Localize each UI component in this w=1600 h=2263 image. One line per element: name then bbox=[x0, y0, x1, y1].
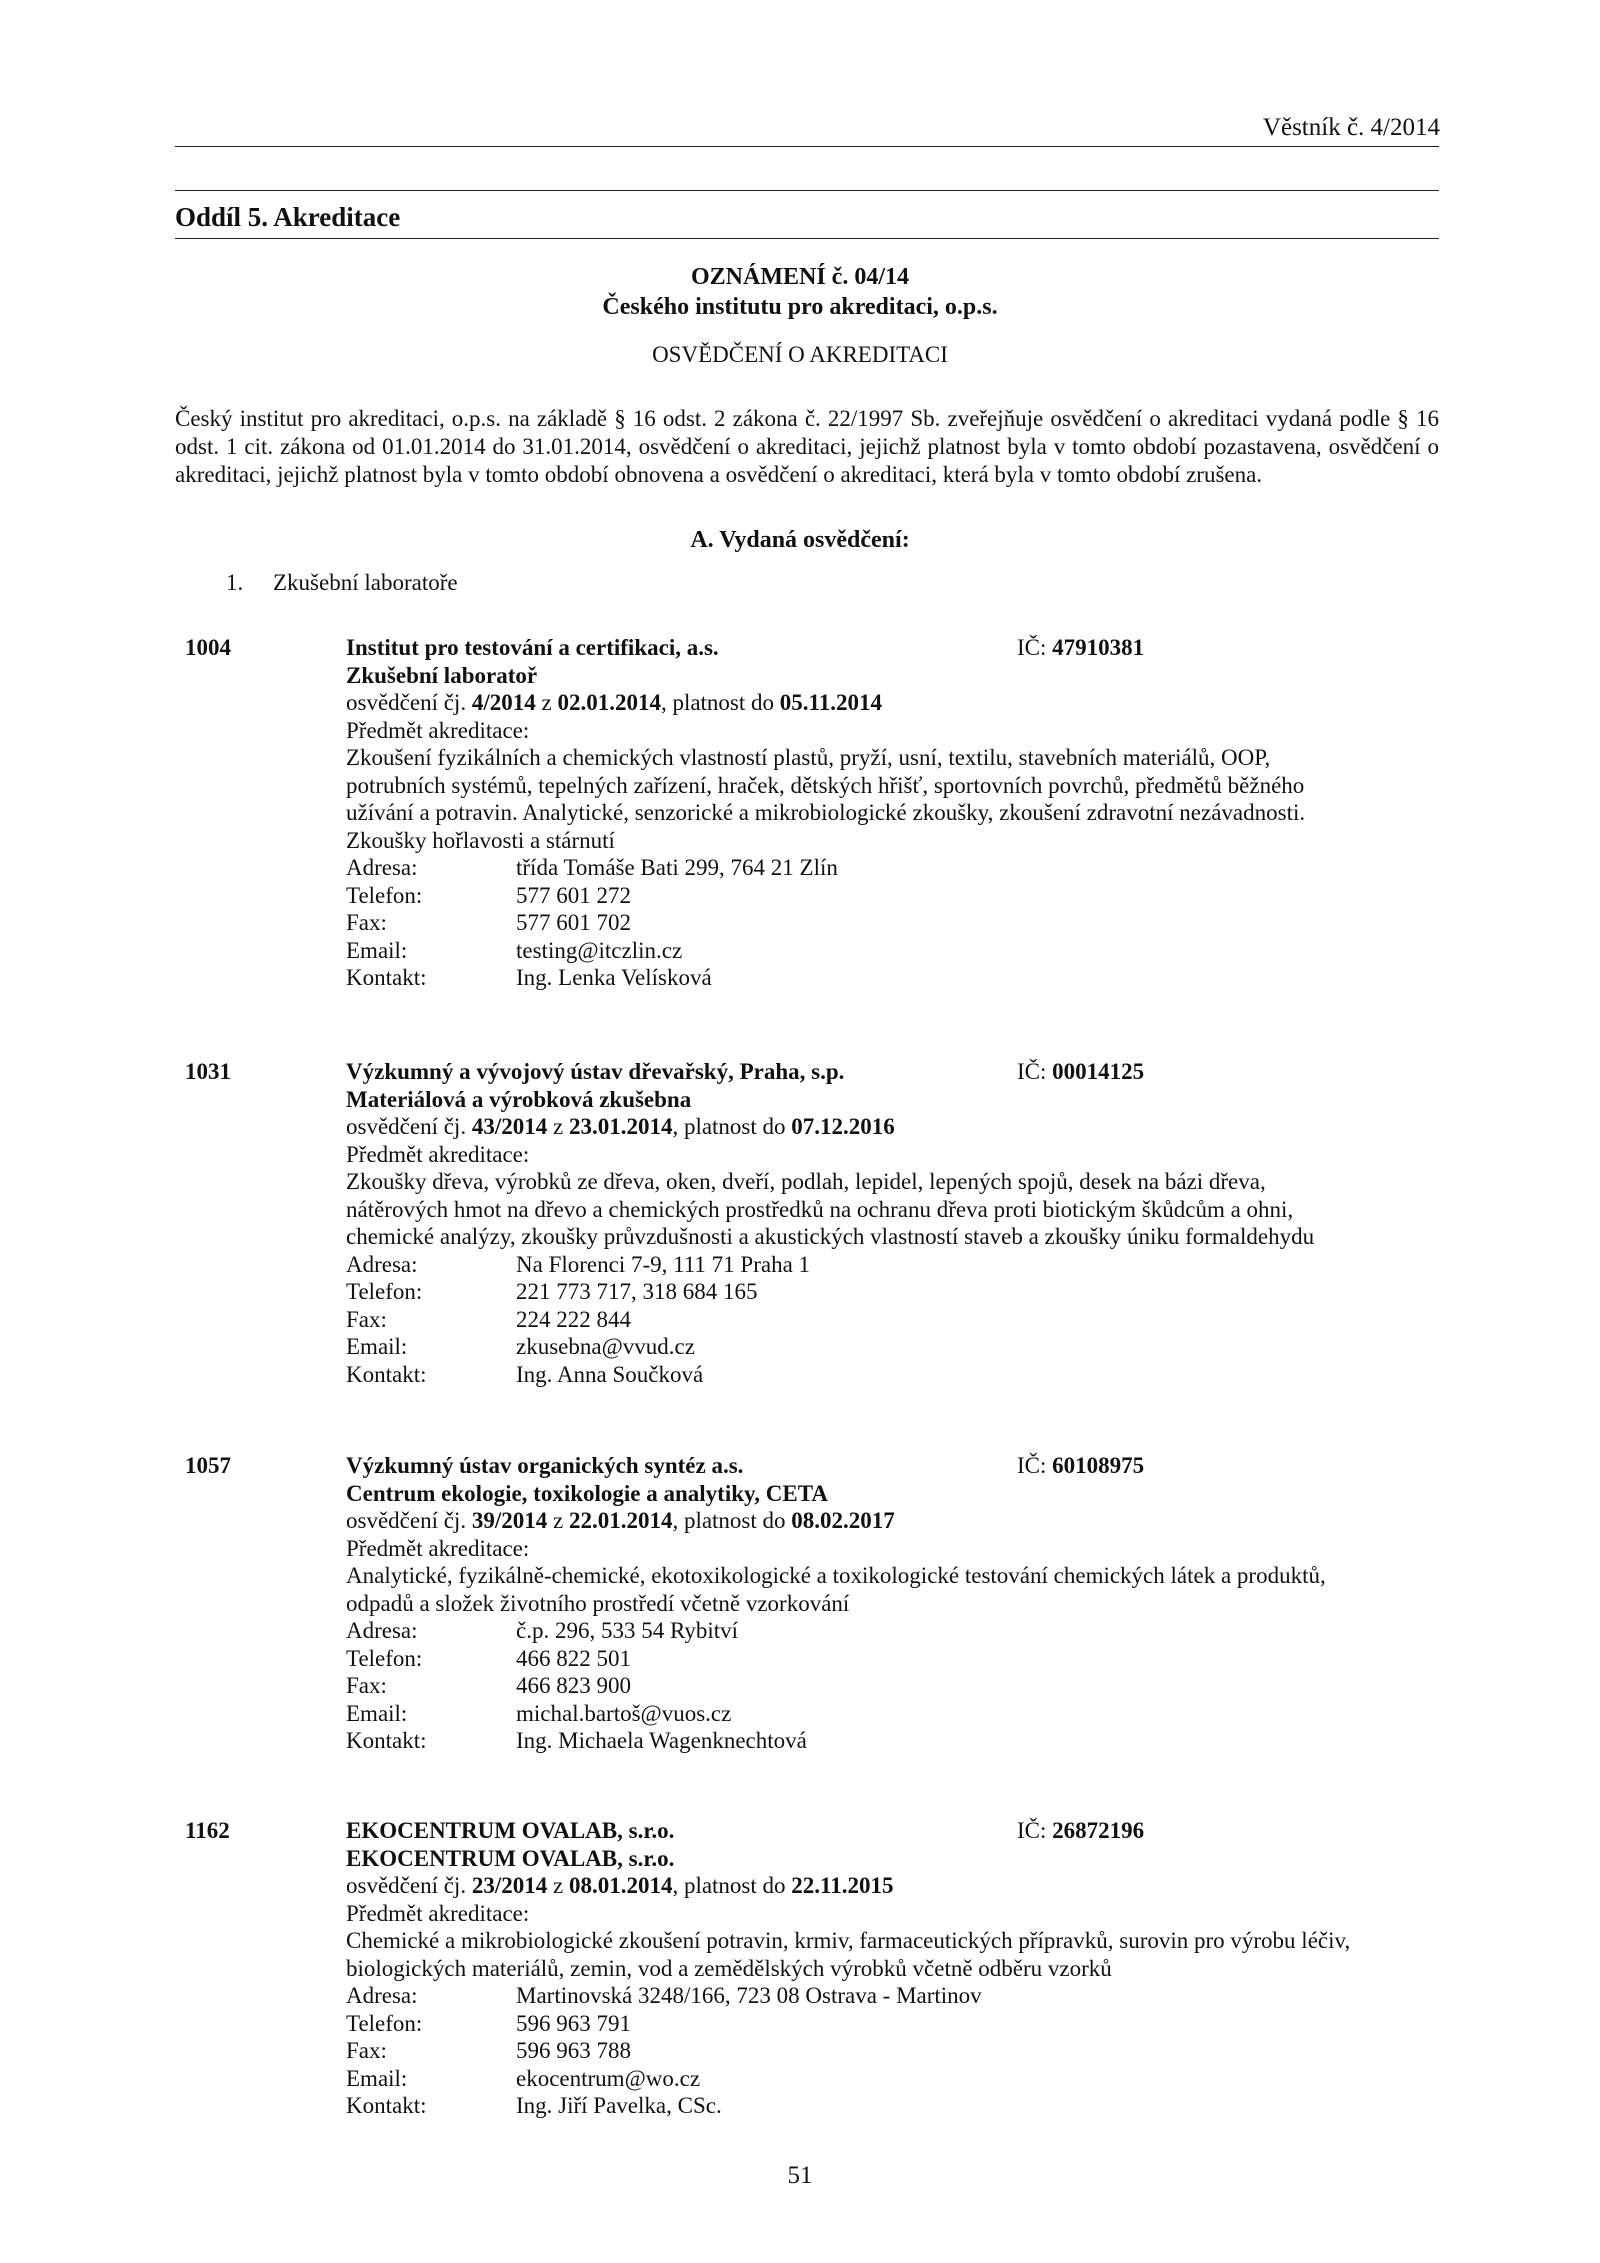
entry-code: 1057 bbox=[185, 1453, 231, 1478]
subject-line: Chemické a mikrobiologické zkoušení potravin, krmiv, farmaceutických přípravků, surovin pro výrobu léčiv, bbox=[346, 1928, 1351, 1953]
entry-code: 1162 bbox=[185, 1818, 230, 1843]
subject-line: potrubních systémů, tepelných zařízení, hraček, dětských hřišť, sportovních povrchů, předmětů běžného bbox=[346, 772, 1305, 798]
subject-text bbox=[346, 1562, 1426, 1617]
subject-line: užívání a potravin. Analytické, senzorické a mikrobiologické zkoušky, zkoušení zdravotní nezávadnosti. bbox=[346, 800, 1306, 825]
fax-row: Fax: 577 601 702 bbox=[346, 910, 631, 935]
notice-subtitle: OSVĚDČENÍ O AKREDITACI bbox=[652, 342, 948, 367]
notice-title: OZNÁMENÍ č. 04/14 bbox=[691, 264, 909, 290]
fax-row: Fax: 466 823 900 bbox=[346, 1673, 631, 1698]
subject-text bbox=[346, 1927, 1426, 1982]
fax-row: Fax: 596 963 788 bbox=[346, 2038, 631, 2063]
entry-body bbox=[346, 1452, 1426, 1755]
certificate-line: osvědčení čj. 23/2014 z 08.01.2014, platnost do 22.11.2015 bbox=[346, 1873, 894, 1898]
subject-label: Předmět akreditace: bbox=[346, 1535, 530, 1561]
contact-row: Kontakt: Ing. Michaela Wagenknechtová bbox=[346, 1728, 807, 1753]
fax-row: Fax: 224 222 844 bbox=[346, 1306, 631, 1332]
section-title: Oddíl 5. Akreditace bbox=[175, 202, 401, 232]
phone-row: Telefon: 596 963 791 bbox=[346, 2010, 631, 2036]
subject-text bbox=[346, 744, 1426, 854]
organization-name: EKOCENTRUM OVALAB, s.r.o. bbox=[346, 1818, 675, 1843]
subject-text bbox=[346, 1168, 1426, 1251]
email-row: Email: zkusebna@vvud.cz bbox=[346, 1334, 695, 1359]
category-number: 1. bbox=[226, 570, 244, 595]
section-rule-top bbox=[175, 190, 1439, 191]
phone-row: Telefon: 221 773 717, 318 684 165 bbox=[346, 1279, 758, 1304]
address-row: Adresa: č.p. 296, 533 54 Rybitví bbox=[346, 1618, 739, 1643]
notice-intro: Český institut pro akreditaci, o.p.s. na základě § 16 odst. 2 zákona č. 22/1997 Sb. zveřejňuje osvědčení o akreditaci vydaná podle § 16 odst. 1 cit. zákona od 01.01.2014 do 31.01.2014, osvědčení o akreditaci, jejichž platnost byla v tomto období pozastavena, osvědčení o akreditaci, jejichž platnost byla v tomto období obnovena a osvědčení o akreditaci, která byla v tomto období zrušena. bbox=[175, 406, 1439, 487]
contact-row: Kontakt: Ing. Anna Součková bbox=[346, 1361, 704, 1387]
email-row: Email: michal.bartoš@vuos.cz bbox=[346, 1700, 732, 1726]
page-number: 51 bbox=[787, 2162, 813, 2189]
entry-body bbox=[346, 1817, 1426, 2120]
header-rule bbox=[175, 146, 1439, 147]
entry-code: 1031 bbox=[185, 1059, 231, 1084]
entry-ico: IČ: 60108975 bbox=[1017, 1453, 1145, 1478]
email-row: Email: testing@itczlin.cz bbox=[346, 937, 683, 963]
contact-row: Kontakt: Ing. Jiří Pavelka, CSc. bbox=[346, 2093, 722, 2118]
contact-row: Kontakt: Ing. Lenka Velísková bbox=[346, 965, 712, 990]
subject-label: Předmět akreditace: bbox=[346, 1900, 530, 1926]
entry-ico: IČ: 47910381 bbox=[1017, 635, 1145, 660]
subject-line: Zkoušení fyzikálních a chemických vlastností plastů, pryží, usní, textilu, stavebních materiálů, OOP, bbox=[346, 745, 1271, 770]
subject-line: chemické analýzy, zkoušky průvzdušnosti a akustických vlastností staveb a zkoušky úniku formaldehydu bbox=[346, 1224, 1315, 1249]
organization-name: Výzkumný ústav organických syntéz a.s. bbox=[346, 1453, 744, 1478]
entry-body bbox=[346, 634, 1426, 992]
unit-name: Materiálová a výrobková zkušebna bbox=[346, 1086, 692, 1112]
email-row: Email: ekocentrum@wo.cz bbox=[346, 2065, 701, 2091]
organization-name: Institut pro testování a certifikaci, a.s. bbox=[346, 635, 719, 660]
address-row: Adresa: třída Tomáše Bati 299, 764 21 Zlín bbox=[346, 855, 838, 880]
unit-name: EKOCENTRUM OVALAB, s.r.o. bbox=[346, 1845, 675, 1871]
subject-line: odpadů a složek životního prostředí včetně vzorkování bbox=[346, 1590, 850, 1616]
running-header: Věstník č. 4/2014 bbox=[1262, 114, 1440, 141]
subject-line: Analytické, fyzikálně-chemické, ekotoxikologické a toxikologické testování chemických látek a produktů, bbox=[346, 1563, 1326, 1588]
certificate-line: osvědčení čj. 39/2014 z 22.01.2014, platnost do 08.02.2017 bbox=[346, 1508, 895, 1533]
part-title: A. Vydaná osvědčení: bbox=[690, 527, 910, 553]
category-label: Zkušební laboratoře bbox=[273, 570, 458, 595]
subject-label: Předmět akreditace: bbox=[346, 1141, 530, 1167]
subject-line: Zkoušky dřeva, výrobků ze dřeva, oken, dveří, podlah, lepidel, lepených spojů, desek na bázi dřeva, bbox=[346, 1169, 1266, 1194]
subject-label: Předmět akreditace: bbox=[346, 717, 530, 743]
certificate-line: osvědčení čj. 4/2014 z 02.01.2014, platnost do 05.11.2014 bbox=[346, 690, 883, 715]
unit-name: Zkušební laboratoř bbox=[346, 662, 538, 688]
phone-row: Telefon: 466 822 501 bbox=[346, 1645, 631, 1671]
phone-row: Telefon: 577 601 272 bbox=[346, 882, 631, 908]
organization-name: Výzkumný a vývojový ústav dřevařský, Praha, s.p. bbox=[346, 1059, 845, 1084]
subject-line: nátěrových hmot na dřevo a chemických prostředků na ochranu dřeva proti biotickým škůdcům a ohni, bbox=[346, 1196, 1294, 1222]
entry-ico: IČ: 26872196 bbox=[1017, 1818, 1145, 1843]
entry-ico: IČ: 00014125 bbox=[1017, 1059, 1145, 1084]
address-row: Adresa: Martinovská 3248/166, 723 08 Ostrava - Martinov bbox=[346, 1983, 982, 2008]
section-rule-bottom bbox=[175, 238, 1439, 239]
entry-code: 1004 bbox=[185, 635, 231, 660]
unit-name: Centrum ekologie, toxikologie a analytiky, CETA bbox=[346, 1480, 828, 1506]
certificate-line: osvědčení čj. 43/2014 z 23.01.2014, platnost do 07.12.2016 bbox=[346, 1114, 895, 1139]
entry-body bbox=[346, 1058, 1426, 1388]
subject-line: Zkoušky hořlavosti a stárnutí bbox=[346, 827, 615, 853]
notice-issuer: Českého institutu pro akreditaci, o.p.s. bbox=[602, 294, 998, 320]
address-row: Adresa: Na Florenci 7-9, 111 71 Praha 1 bbox=[346, 1251, 811, 1277]
subject-line: biologických materiálů, zemin, vod a zemědělských výrobků včetně odběru vzorků bbox=[346, 1955, 1112, 1981]
